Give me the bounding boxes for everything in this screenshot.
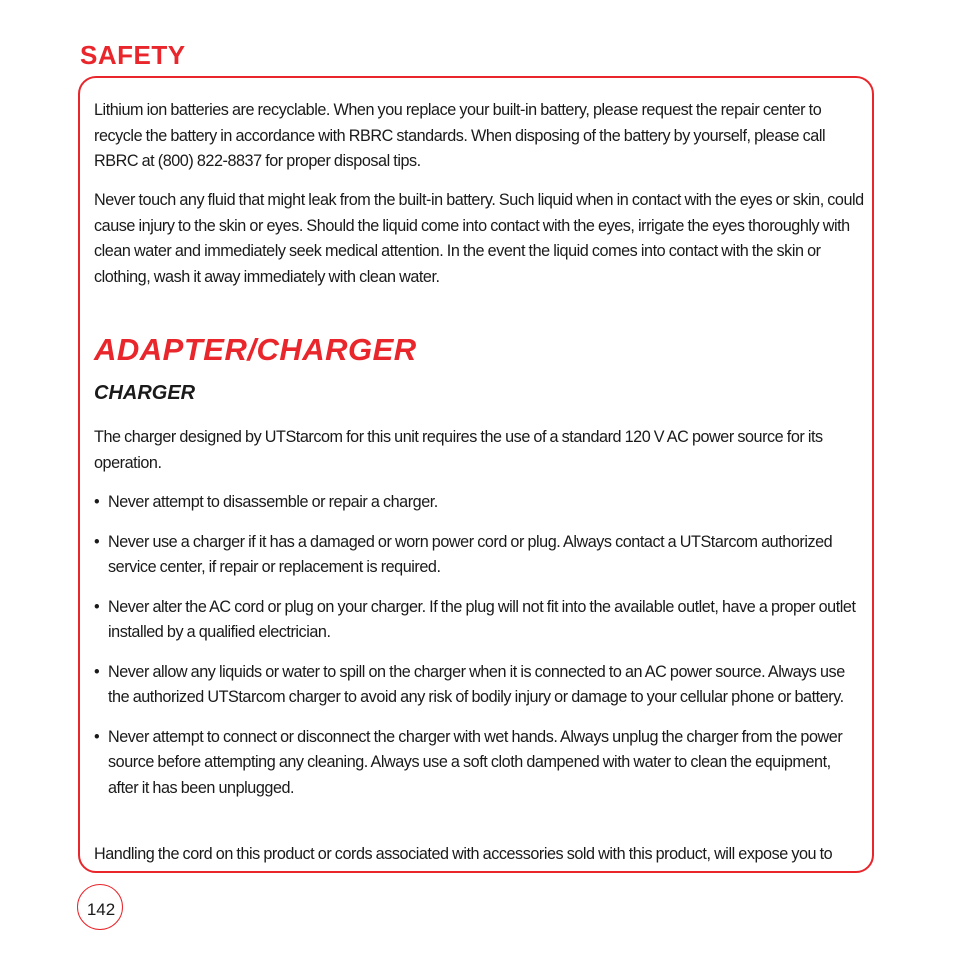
- bullet-marker: •: [94, 597, 100, 616]
- bullet-text: Never use a charger if it has a damaged or worn power cord or plug. Always contact a UTStarcom authorized service center, if repair or replacement is required.: [108, 532, 833, 576]
- safety-paragraph-fluid: Never touch any fluid that might leak from the built-in battery. Such liquid when in contact with the eyes or skin, could cause injury to the skin or eyes. Should the liquid come into contact with the eyes, irrigate the eyes thoroughly with clean water and immediately seek medical attention. In the event the liquid comes into contact with the skin or clothing, wash it away immediately with clean water.: [94, 191, 864, 286]
- bullet-text: Never attempt to connect or disconnect the charger with wet hands. Always unplug the charger from the power source before attempting any cleaning. Always use a soft cloth dampened with water to clean the equipment, after it has been unplugged.: [108, 727, 843, 797]
- bullet-marker: •: [94, 662, 100, 681]
- bullet-text: Never alter the AC cord or plug on your charger. If the plug will not fit into the available outlet, have a proper outlet installed by a qualified electrician.: [108, 597, 856, 641]
- bullet-marker: •: [94, 493, 100, 511]
- cord-handling-paragraph: Handling the cord on this product or cords associated with accessories sold with this product, will expose you to: [94, 845, 833, 863]
- safety-paragraph-recycling: Lithium ion batteries are recyclable. When you replace your built-in battery, please request the repair center to recycle the battery in accordance with RBRC standards. When disposing of the battery by yourself, please call RBRC at (800) 822-8837 for proper disposal tips.: [94, 101, 826, 170]
- page-number-badge: [77, 884, 123, 930]
- list-item: [94, 490, 864, 516]
- bullet-text: Never allow any liquids or water to spill on the charger when it is connected to an AC power source. Always use the authorized UTStarcom charger to avoid any risk of bodily injury or damage to your cellular phone or battery.: [108, 662, 845, 706]
- page-number: 142: [86, 900, 116, 919]
- list-item: [94, 725, 864, 802]
- charger-intro-paragraph: The charger designed by UTStarcom for this unit requires the use of a standard 120 V AC power source for its operation.: [94, 428, 823, 472]
- bullet-marker: •: [94, 532, 100, 551]
- list-item: [94, 660, 864, 711]
- charger-subheading: CHARGER: [94, 382, 196, 404]
- bullet-marker: •: [94, 727, 100, 746]
- bullet-text: Never attempt to disassemble or repair a charger.: [108, 493, 438, 511]
- section-title: SAFETY: [80, 40, 186, 70]
- charger-bullet-list: [94, 490, 864, 815]
- adapter-charger-heading: ADAPTER/CHARGER: [94, 332, 417, 367]
- content-box: [78, 76, 874, 873]
- list-item: [94, 595, 864, 646]
- list-item: [94, 530, 864, 581]
